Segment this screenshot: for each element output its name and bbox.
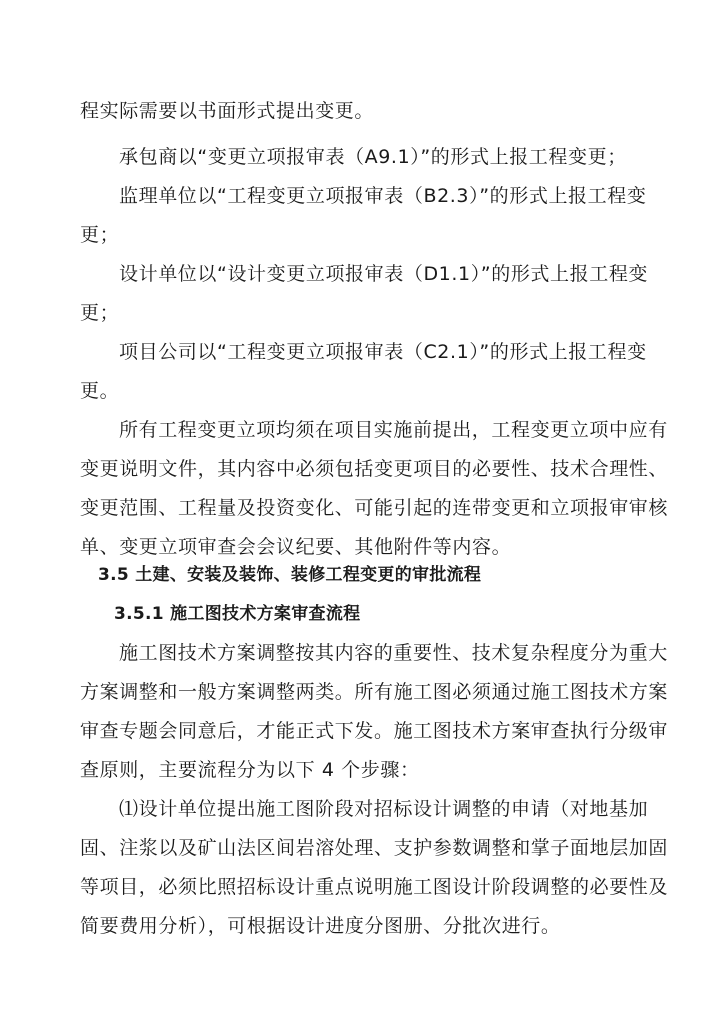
paragraph-line: 承包商以“变更立项报审表（A9.1）”的形式上报工程变更；: [119, 146, 627, 168]
subsection-heading: 3.5.1 施工图技术方案审查流程: [114, 604, 361, 624]
paragraph-line: 更。: [80, 380, 120, 402]
paragraph-line: 查原则，主要流程分为以下 4 个步骤：: [80, 759, 420, 781]
paragraph-line: 更；: [80, 302, 120, 324]
paragraph-line: 等项目，必须比照招标设计重点说明施工图设计阶段调整的必要性及: [80, 876, 669, 898]
paragraph-line: 固、注浆以及矿山法区间岩溶处理、支护参数调整和掌子面地层加固: [80, 837, 669, 859]
paragraph-line: 施工图技术方案调整按其内容的重要性、技术复杂程度分为重大: [119, 642, 668, 664]
paragraph-line: 单、变更立项审查会会议纪要、其他附件等内容。: [80, 536, 512, 558]
paragraph-line: 变更范围、工程量及投资变化、可能引起的连带变更和立项报审审核: [80, 497, 669, 519]
paragraph-line: ⑴设计单位提出施工图阶段对招标设计调整的申请（对地基加: [119, 798, 649, 820]
paragraph-line: 设计单位以“设计变更立项报审表（D1.1）”的形式上报工程变: [119, 263, 649, 285]
paragraph-line: 简要费用分析），可根据设计进度分图册、分批次进行。: [80, 915, 561, 937]
paragraph-line: 程实际需要以书面形式提出变更。: [80, 100, 375, 122]
paragraph-line: 监理单位以“工程变更立项报审表（B2.3）”的形式上报工程变: [119, 185, 647, 207]
paragraph-line: 方案调整和一般方案调整两类。所有施工图必须通过施工图技术方案: [80, 681, 669, 703]
paragraph-line: 审查专题会同意后，才能正式下发。施工图技术方案审查执行分级审: [80, 720, 669, 742]
paragraph-line: 项目公司以“工程变更立项报审表（C2.1）”的形式上报工程变: [119, 341, 647, 363]
section-heading: 3.5 土建、安装及装饰、装修工程变更的审批流程: [98, 565, 482, 585]
paragraph-line: 所有工程变更立项均须在项目实施前提出，工程变更立项中应有: [119, 419, 668, 441]
paragraph-line: 更；: [80, 224, 120, 246]
paragraph-line: 变更说明文件，其内容中必须包括变更项目的必要性、技术合理性、: [80, 458, 669, 480]
